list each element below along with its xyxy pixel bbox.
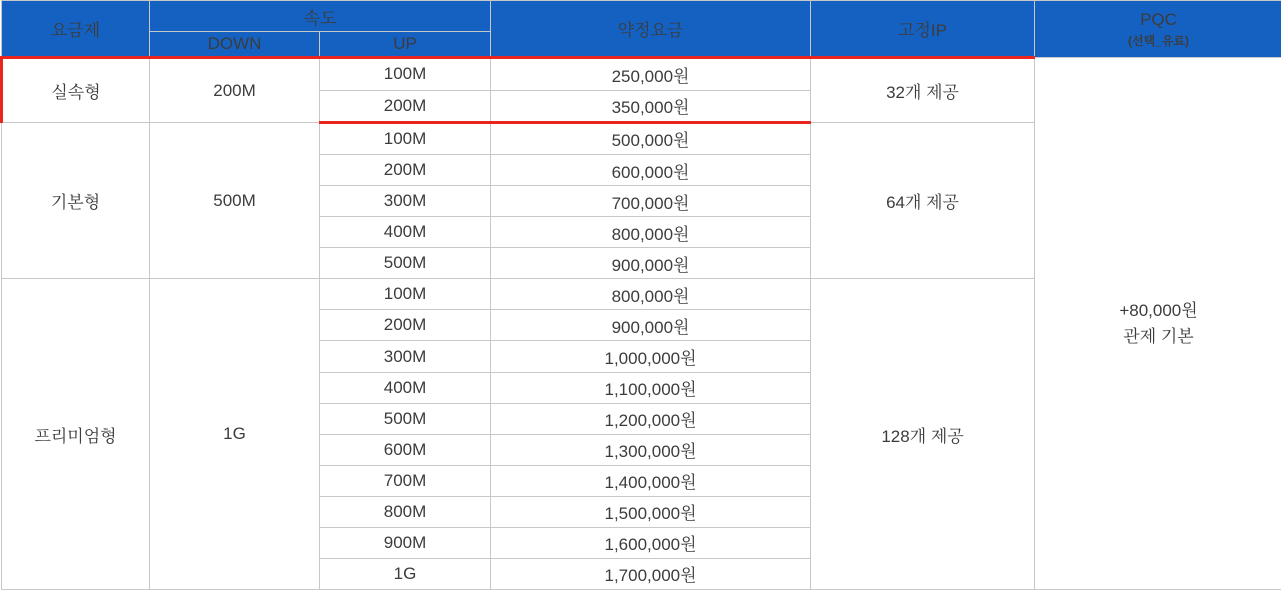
speed-up-value: 100M bbox=[320, 122, 491, 154]
speed-up-value: 200M bbox=[320, 90, 491, 122]
header-price: 약정요금 bbox=[491, 1, 811, 58]
table-header-row-1 bbox=[2, 1, 1281, 32]
header-speed-down: DOWN bbox=[150, 32, 320, 58]
fixed-ip-value: 32개 제공 bbox=[811, 58, 1035, 123]
price-value: 250,000원 bbox=[491, 58, 811, 90]
fixed-ip-value: 64개 제공 bbox=[811, 122, 1035, 279]
price-value: 500,000원 bbox=[491, 122, 811, 154]
plan-name: 프리미엄형 bbox=[2, 279, 150, 590]
speed-up-value: 300M bbox=[320, 341, 491, 372]
speed-up-value: 1G bbox=[320, 558, 491, 589]
price-value: 700,000원 bbox=[491, 186, 811, 217]
price-value: 900,000원 bbox=[491, 248, 811, 279]
price-value: 1,000,000원 bbox=[491, 341, 811, 372]
speed-up-value: 800M bbox=[320, 496, 491, 527]
price-value: 900,000원 bbox=[491, 310, 811, 341]
header-pqc-title: PQC bbox=[1140, 9, 1177, 29]
speed-up-value: 100M bbox=[320, 58, 491, 90]
plan-name: 실속형 bbox=[2, 58, 150, 123]
speed-up-value: 400M bbox=[320, 372, 491, 403]
speed-up-value: 100M bbox=[320, 279, 491, 310]
price-value: 350,000원 bbox=[491, 90, 811, 122]
price-value: 600,000원 bbox=[491, 155, 811, 186]
speed-up-value: 500M bbox=[320, 403, 491, 434]
price-value: 1,700,000원 bbox=[491, 558, 811, 589]
speed-up-value: 600M bbox=[320, 434, 491, 465]
pqc-value bbox=[1035, 58, 1281, 590]
fixed-ip-value: 128개 제공 bbox=[811, 279, 1035, 590]
header-pqc-subtitle: (선택_유료) bbox=[1127, 33, 1190, 48]
plan-name: 기본형 bbox=[2, 122, 150, 279]
header-plan: 요금제 bbox=[2, 1, 150, 58]
speed-up-value: 400M bbox=[320, 217, 491, 248]
price-value: 1,300,000원 bbox=[491, 434, 811, 465]
table-row bbox=[2, 58, 1281, 90]
price-value: 800,000원 bbox=[491, 217, 811, 248]
pqc-value-line2: 관제 기본 bbox=[1123, 326, 1194, 346]
price-value: 800,000원 bbox=[491, 279, 811, 310]
header-speed-up: UP bbox=[320, 32, 491, 58]
speed-down-value: 500M bbox=[150, 122, 320, 279]
speed-down-value: 200M bbox=[150, 58, 320, 123]
price-value: 1,500,000원 bbox=[491, 496, 811, 527]
speed-down-value: 1G bbox=[150, 279, 320, 590]
speed-up-value: 500M bbox=[320, 248, 491, 279]
header-speed: 속도 bbox=[150, 1, 491, 32]
speed-up-value: 700M bbox=[320, 465, 491, 496]
header-pqc bbox=[1035, 1, 1281, 58]
speed-up-value: 200M bbox=[320, 155, 491, 186]
price-value: 1,400,000원 bbox=[491, 465, 811, 496]
speed-up-value: 200M bbox=[320, 310, 491, 341]
price-value: 1,100,000원 bbox=[491, 372, 811, 403]
speed-up-value: 900M bbox=[320, 527, 491, 558]
pqc-value-line1: +80,000원 bbox=[1119, 301, 1198, 321]
price-value: 1,200,000원 bbox=[491, 403, 811, 434]
price-value: 1,600,000원 bbox=[491, 527, 811, 558]
speed-up-value: 300M bbox=[320, 186, 491, 217]
header-fixed-ip: 고정IP bbox=[811, 1, 1035, 58]
